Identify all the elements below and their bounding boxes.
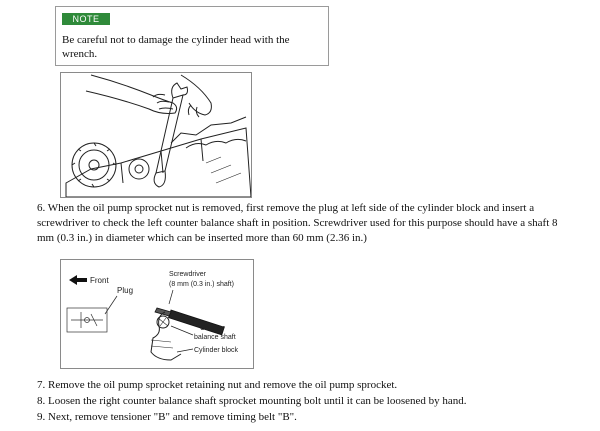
front-arrow-icon	[69, 275, 87, 285]
screwdriver-label: Screwdriver	[169, 271, 206, 278]
step-7-text: 7. Remove the oil pump sprocket retaining nut and remove the oil pump sprocket.	[37, 379, 398, 391]
screwdriver-diagram	[60, 259, 254, 369]
wrench-illustration	[60, 72, 252, 198]
counter-label-line2: balance shaft	[194, 334, 236, 341]
note-badge: NOTE	[62, 13, 110, 25]
front-label: Front	[90, 276, 109, 285]
cylinder-block-label: Cylinder block	[194, 347, 238, 354]
note-box	[55, 6, 329, 66]
screwdriver-spec-label: (8 mm (0.3 in.) shaft)	[169, 281, 234, 288]
step-6-text: 6. When the oil pump sprocket nut is removed, first remove the plug at left side of the cylinder block and insert a screwdriver to check the left counter balance shaft in position. Screwdriver used for this purpose should have a shaft 8 mm (0.3 in.) in diameter which can be inserted more than 60 mm (2.36 in.)	[37, 202, 558, 244]
plug-label: Plug	[117, 286, 134, 295]
step-9-text: 9. Next, remove tensioner "B" and remove timing belt "B".	[37, 411, 297, 423]
step-8-text: 8. Loosen the right counter balance shaft sprocket mounting bolt until it can be loosened by hand.	[37, 395, 467, 407]
counter-label-line1: Counter	[200, 325, 225, 332]
note-text: Be careful not to damage the cylinder head with the wrench.	[62, 34, 290, 60]
engine-wrench-drawing	[61, 73, 251, 197]
screwdriver-drawing	[61, 260, 253, 368]
